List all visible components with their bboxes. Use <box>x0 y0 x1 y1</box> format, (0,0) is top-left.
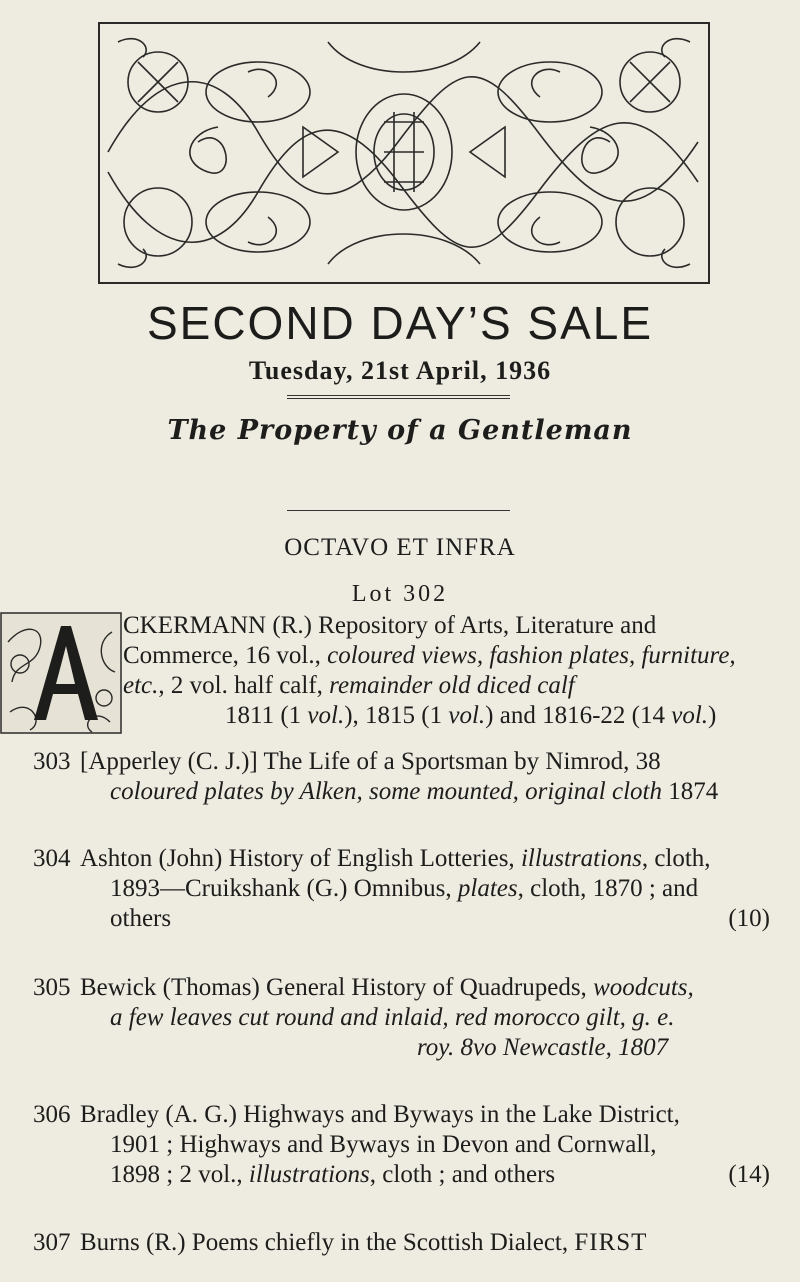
description-line: CKERMANN (R.) Repository of Arts, Literature and <box>123 612 657 639</box>
property-heading: The Property of a Gentleman <box>167 415 633 446</box>
decorative-header-ornament-icon <box>98 22 710 284</box>
lot-quantity: (10) <box>728 905 770 932</box>
description-line: roy. 8vo Newcastle, 1807 <box>417 1034 669 1061</box>
lot-number: 306 <box>33 1101 71 1128</box>
description-line: 1901 ; Highways and Byways in Devon and Cornwall, <box>110 1131 657 1158</box>
description-line: Bradley (A. G.) Highways and Byways in the Lake District, <box>80 1101 680 1128</box>
description-line: 1898 ; 2 vol., illustrations, cloth ; and others (14) <box>110 1161 770 1188</box>
sale-date: Tuesday, 21st April, 1936 <box>248 356 552 385</box>
lot-description <box>80 1100 770 1190</box>
description-line: Burns (R.) Poems chiefly in the Scottish Dialect, FIRST <box>80 1229 648 1256</box>
sale-title: SECOND DAY’S SALE <box>146 297 654 349</box>
description-line: [Apperley (C. J.)] The Life of a Sportsman by Nimrod, 38 <box>80 748 661 775</box>
section-heading: OCTAVO ET INFRA <box>284 534 516 561</box>
lot-description <box>80 747 770 807</box>
lot-description <box>80 844 770 934</box>
description-line: coloured plates by Alken, some mounted, original cloth 1874 <box>110 778 719 805</box>
lot-number: 303 <box>33 748 71 775</box>
description-line: 1811 (1 vol.), 1815 (1 vol.) and 1816-22 (14 vol.) <box>225 702 717 729</box>
lot-number: 305 <box>33 974 71 1001</box>
lot-heading: Lot 302 <box>351 581 449 607</box>
ornamental-initial-a-icon <box>0 612 122 734</box>
lot-description <box>80 973 770 1063</box>
lot-description <box>80 1228 770 1258</box>
description-line: Bewick (Thomas) General History of Quadrupeds, woodcuts, <box>80 974 694 1001</box>
divider <box>287 395 510 399</box>
description-line: a few leaves cut round and inlaid, red morocco gilt, g. e. <box>110 1004 675 1031</box>
description-line: Ashton (John) History of English Lotteries, illustrations, cloth, <box>80 845 711 872</box>
lot-quantity: (14) <box>728 1161 770 1188</box>
description-line: 1893—Cruikshank (G.) Omnibus, plates, cloth, 1870 ; and <box>110 875 699 902</box>
lot-number: 304 <box>33 845 71 872</box>
lot-number: 307 <box>33 1229 71 1256</box>
divider <box>287 510 510 511</box>
description-line: etc., 2 vol. half calf, remainder old diced calf <box>123 672 575 699</box>
description-line: Commerce, 16 vol., coloured views, fashion plates, furniture, <box>123 642 736 669</box>
lot-description <box>123 611 770 731</box>
description-line: others (10) <box>110 905 770 932</box>
